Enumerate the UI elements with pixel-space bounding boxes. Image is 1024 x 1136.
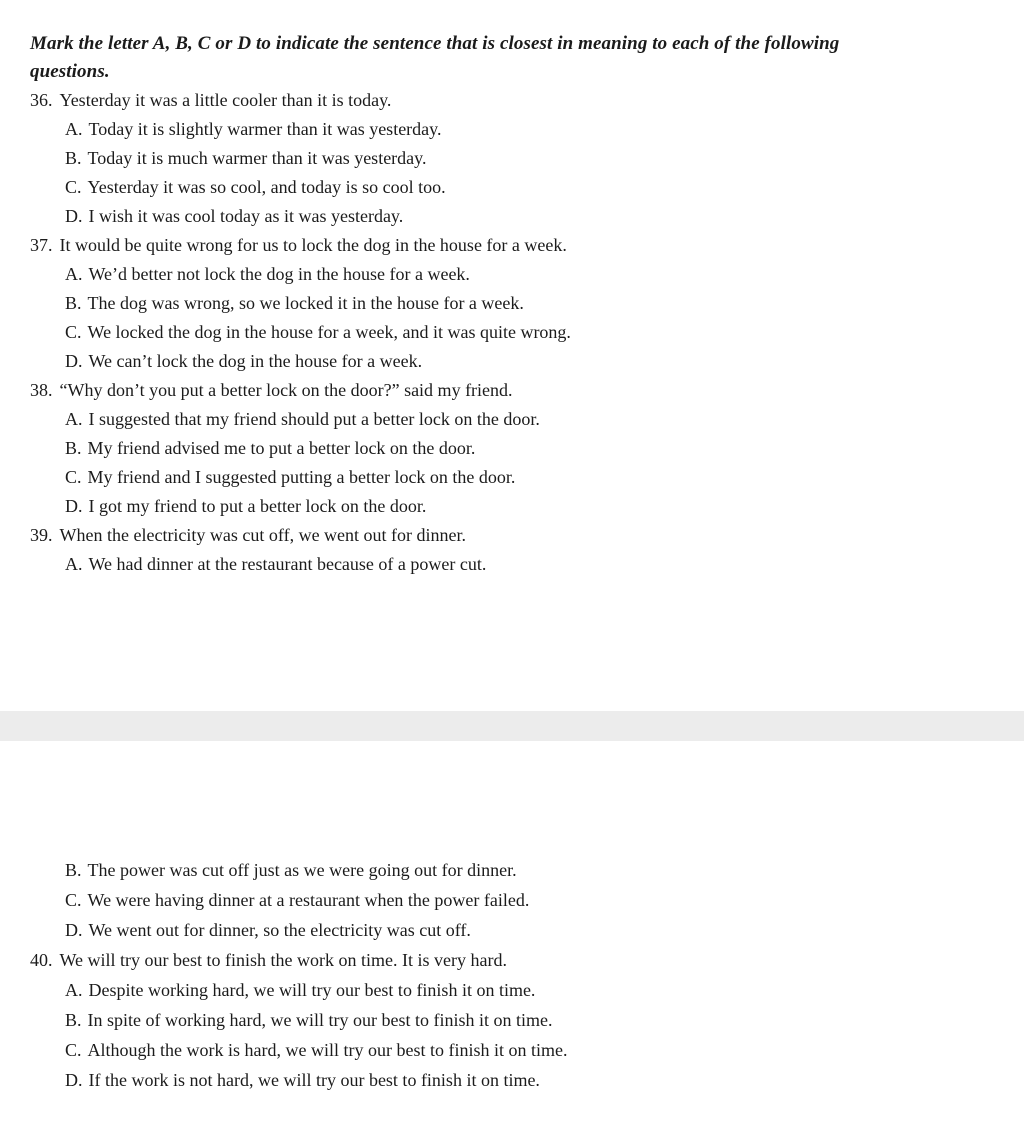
option-a bbox=[30, 115, 1000, 144]
option-label: D. bbox=[65, 920, 83, 940]
question-stem-row bbox=[30, 231, 1000, 260]
option-text: We can’t lock the dog in the house for a week. bbox=[88, 351, 423, 371]
option-label: B. bbox=[65, 148, 82, 168]
option-c bbox=[30, 318, 1000, 347]
option-label: C. bbox=[65, 1040, 82, 1060]
option-d bbox=[30, 915, 1000, 945]
option-d bbox=[30, 202, 1000, 231]
option-text: Today it is slightly warmer than it was yesterday. bbox=[88, 119, 442, 139]
option-label: C. bbox=[65, 890, 82, 910]
option-label: B. bbox=[65, 1010, 82, 1030]
option-a bbox=[30, 975, 1000, 1005]
option-b bbox=[30, 1005, 1000, 1035]
option-label: A. bbox=[65, 264, 83, 284]
question-40 bbox=[30, 945, 1000, 1095]
option-text: The dog was wrong, so we locked it in the house for a week. bbox=[87, 293, 524, 313]
question-number: 39. bbox=[30, 525, 53, 545]
option-d bbox=[30, 492, 1000, 521]
option-text: We were having dinner at a restaurant when the power failed. bbox=[87, 890, 530, 910]
option-a bbox=[30, 260, 1000, 289]
option-text: I suggested that my friend should put a better lock on the door. bbox=[88, 409, 540, 429]
option-label: A. bbox=[65, 409, 83, 429]
question-stem: “Why don’t you put a better lock on the door?” said my friend. bbox=[59, 380, 513, 400]
option-a bbox=[30, 550, 1000, 579]
option-text: We’d better not lock the dog in the house for a week. bbox=[88, 264, 470, 284]
option-text: Although the work is hard, we will try our best to finish it on time. bbox=[87, 1040, 568, 1060]
option-text: We went out for dinner, so the electricity was cut off. bbox=[88, 920, 471, 940]
option-text: The power was cut off just as we were going out for dinner. bbox=[87, 860, 517, 880]
question-37 bbox=[30, 231, 1000, 376]
option-a bbox=[30, 405, 1000, 434]
page-2-content bbox=[30, 855, 1000, 1095]
option-d bbox=[30, 347, 1000, 376]
question-39 bbox=[30, 521, 1000, 579]
option-label: A. bbox=[65, 980, 83, 1000]
option-text: My friend advised me to put a better lock on the door. bbox=[87, 438, 476, 458]
question-stem-row bbox=[30, 945, 1000, 975]
option-b bbox=[30, 289, 1000, 318]
option-label: C. bbox=[65, 322, 82, 342]
option-d bbox=[30, 1065, 1000, 1095]
instructions-line-1: Mark the letter A, B, C or D to indicate the sentence that is closest in meaning to each of the following bbox=[30, 33, 840, 54]
instructions bbox=[30, 30, 1000, 86]
question-stem: When the electricity was cut off, we went out for dinner. bbox=[59, 525, 467, 545]
question-38 bbox=[30, 376, 1000, 521]
option-b bbox=[30, 855, 1000, 885]
option-c bbox=[30, 885, 1000, 915]
option-text: We had dinner at the restaurant because of a power cut. bbox=[88, 554, 487, 574]
question-stem-row bbox=[30, 521, 1000, 550]
option-text: We locked the dog in the house for a week, and it was quite wrong. bbox=[87, 322, 571, 342]
option-label: D. bbox=[65, 496, 83, 516]
question-39-continuation bbox=[30, 855, 1000, 945]
option-label: B. bbox=[65, 860, 82, 880]
option-b bbox=[30, 144, 1000, 173]
option-text: In spite of working hard, we will try our best to finish it on time. bbox=[87, 1010, 553, 1030]
question-stem-row bbox=[30, 376, 1000, 405]
option-text: Yesterday it was so cool, and today is so cool too. bbox=[87, 177, 446, 197]
option-text: If the work is not hard, we will try our best to finish it on time. bbox=[88, 1070, 540, 1090]
question-number: 37. bbox=[30, 235, 53, 255]
option-label: D. bbox=[65, 1070, 83, 1090]
option-text: I wish it was cool today as it was yesterday. bbox=[88, 206, 404, 226]
option-label: B. bbox=[65, 438, 82, 458]
option-c bbox=[30, 173, 1000, 202]
question-number: 36. bbox=[30, 90, 53, 110]
option-b bbox=[30, 434, 1000, 463]
option-label: D. bbox=[65, 206, 83, 226]
option-text: Today it is much warmer than it was yesterday. bbox=[87, 148, 427, 168]
option-label: A. bbox=[65, 554, 83, 574]
instructions-line-2: questions. bbox=[30, 61, 110, 82]
option-text: My friend and I suggested putting a better lock on the door. bbox=[87, 467, 516, 487]
option-label: C. bbox=[65, 177, 82, 197]
option-text: I got my friend to put a better lock on the door. bbox=[88, 496, 427, 516]
question-stem: Yesterday it was a little cooler than it is today. bbox=[59, 90, 392, 110]
question-36 bbox=[30, 86, 1000, 231]
option-label: D. bbox=[65, 351, 83, 371]
question-number: 38. bbox=[30, 380, 53, 400]
option-label: A. bbox=[65, 119, 83, 139]
option-c bbox=[30, 1035, 1000, 1065]
option-c bbox=[30, 463, 1000, 492]
question-stem-row bbox=[30, 86, 1000, 115]
option-label: B. bbox=[65, 293, 82, 313]
option-text: Despite working hard, we will try our best to finish it on time. bbox=[88, 980, 536, 1000]
page-break-separator bbox=[0, 711, 1024, 741]
question-number: 40. bbox=[30, 950, 53, 970]
option-label: C. bbox=[65, 467, 82, 487]
question-stem: We will try our best to finish the work on time. It is very hard. bbox=[59, 950, 507, 970]
question-stem: It would be quite wrong for us to lock the dog in the house for a week. bbox=[59, 235, 567, 255]
